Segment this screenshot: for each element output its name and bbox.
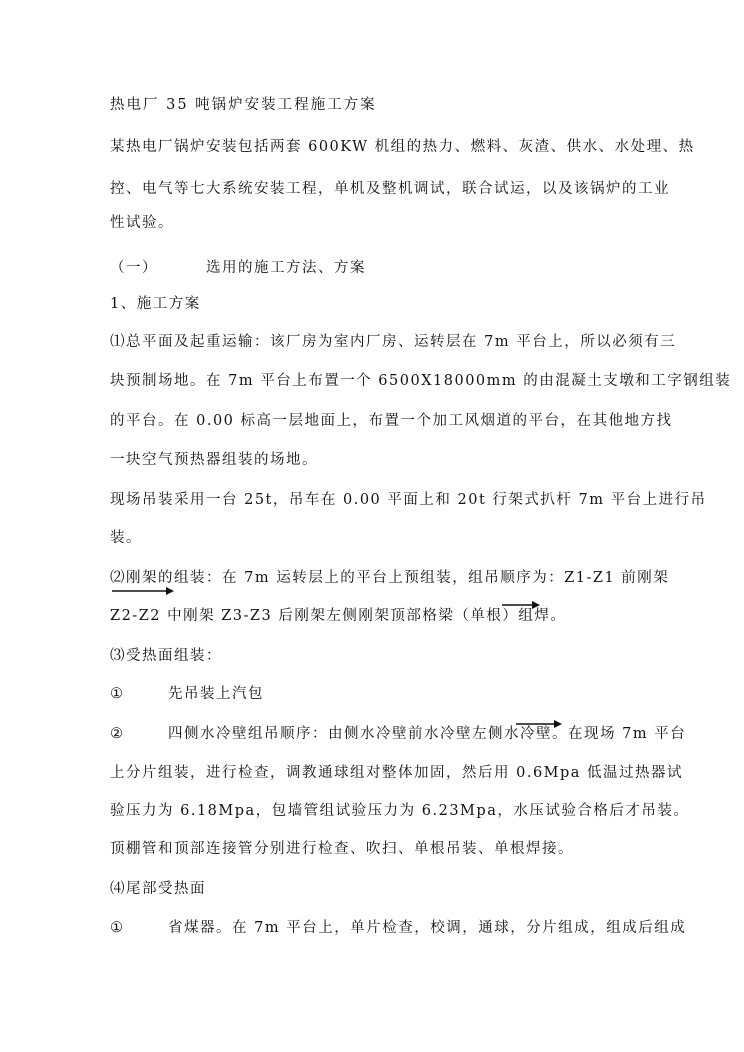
- right-arrow-icon: [112, 586, 174, 596]
- section-number: （一）: [110, 260, 158, 276]
- para6: ⑷尾部受热面: [110, 881, 206, 897]
- sub-heading: 1、施工方案: [110, 296, 201, 312]
- list-item-number: ①: [110, 686, 125, 702]
- list-item-1: [110, 684, 640, 704]
- para3-line-1: ⑵刚架的组装：在 7m 运转层上的平台上预组装，组吊顺序为：Z1-Z1 前刚架: [110, 570, 670, 586]
- para1-line-2: 块预制场地。在 7m 平台上布置一个 6500X18000mm 的由混凝土支墩和工字钢组装: [110, 373, 732, 389]
- para1-line-4: 一块空气预热器组装的场地。: [110, 452, 318, 468]
- list-item-3: [110, 918, 687, 938]
- section-heading: [110, 258, 640, 278]
- para5: 顶棚管和顶部连接管分别进行检查、吹扫、单根吊装、单根焊接。: [110, 841, 574, 857]
- right-arrow-icon: [502, 600, 540, 610]
- item2-line-3: 验压力为 6.18Mpa，包墙管组试验压力为 6.23Mpa，水压试验合格后才吊装。: [110, 803, 690, 819]
- doc-title: 热电厂 35 吨锅炉安装工程施工方案: [110, 97, 377, 113]
- right-arrow-icon: [516, 719, 562, 729]
- list-item-number: ②: [110, 726, 125, 742]
- intro-line-2: 控、电气等七大系统安装工程，单机及整机调试，联合试运，以及该锅炉的工业: [110, 181, 670, 197]
- list-item-text: 先吊装上汽包: [168, 686, 264, 702]
- intro-line-1: 某热电厂锅炉安装包括两套 600KW 机组的热力、燃料、灰渣、供水、水处理、热: [110, 139, 695, 155]
- para2-line-1: 现场吊装采用一台 25t，吊车在 0.00 平面上和 20t 行架式扒杆 7m 平台上进行吊: [110, 492, 707, 508]
- para1-line-1: ⑴总平面及起重运输：该厂房为室内厂房、运转层在 7m 平台上，所以必须有三: [110, 334, 677, 350]
- intro-line-3: 性试验。: [110, 215, 174, 231]
- para2-line-2: 装。: [110, 530, 142, 546]
- section-title: 选用的施工方法、方案: [206, 260, 366, 276]
- para4: ⑶受热面组装：: [110, 648, 222, 664]
- list-item-text: 四侧水冷壁组吊顺序：由侧水冷壁前水冷壁左侧水冷壁。在现场 7m 平台: [168, 726, 687, 742]
- list-item-text: 省煤器。在 7m 平台上，单片检查，校调，通球，分片组成，组成后组成: [168, 920, 687, 936]
- para3-line-2: Z2-Z2 中刚架 Z3-Z3 后刚架左侧刚架顶部格梁（单根）组焊。: [110, 608, 567, 624]
- item2-line-2: 上分片组装，进行检查，调教通球组对整体加固，然后用 0.6Mpa 低温过热器试: [110, 765, 684, 781]
- list-item-number: ①: [110, 920, 125, 936]
- para1-line-3: 的平台。在 0.00 标高一层地面上，布置一个加工风烟道的平台，在其他地方找: [110, 413, 673, 429]
